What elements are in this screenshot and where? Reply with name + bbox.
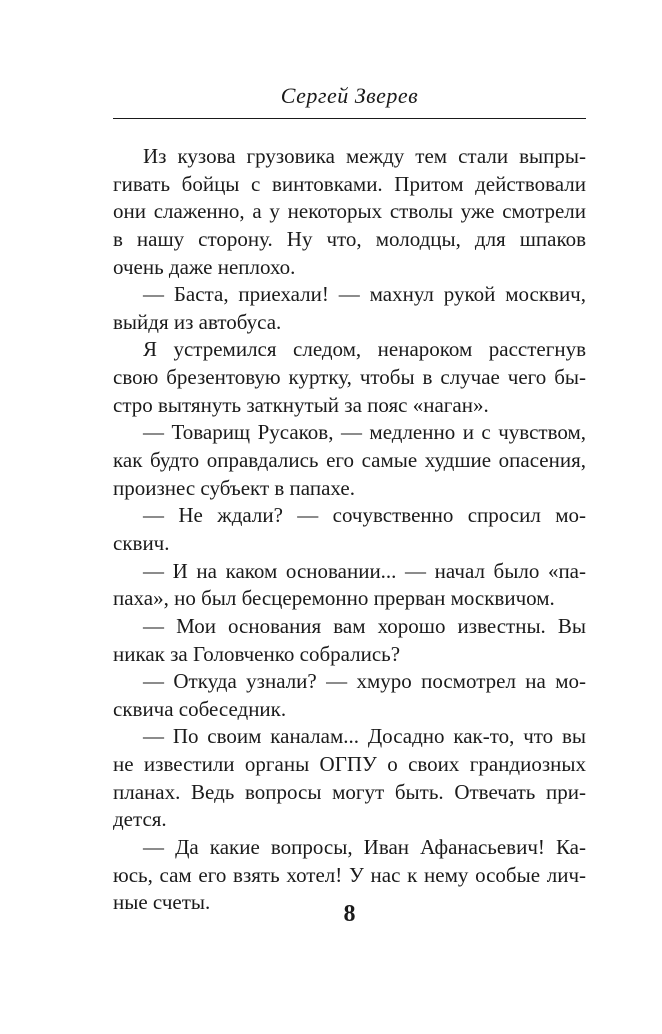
text-line: сквич.: [113, 530, 170, 555]
text-line: — Не ждали? — сочувственно спросил мо-: [143, 503, 586, 528]
text-line: Я устремился следом, ненароком расстегнув: [143, 337, 586, 362]
text-line: планах. Ведь вопросы могут быть. Отвечать при-: [113, 779, 586, 804]
text-line: гивать бойцы с винтовками. Притом действовали: [113, 171, 586, 196]
text-line: произнес субъект в папахе.: [113, 475, 355, 500]
text-line: — Товарищ Русаков, — медленно и с чувством,: [143, 420, 586, 445]
text-line: свою брезентовую куртку, чтобы в случае чего бы-: [113, 365, 586, 390]
text-line: — И на каком основании... — начал было «па-: [143, 558, 586, 583]
text-line: как будто оправдались его самые худшие опасения,: [113, 448, 586, 473]
text-line: никак за Головченко собрались?: [113, 641, 401, 666]
text-line: паха», но был бесцеремонно прерван москвичом.: [113, 586, 555, 611]
text-line: — Откуда узнали? — хмуро посмотрел на мо-: [143, 669, 586, 694]
text-line: юсь, сам его взять хотел! У нас к нему особые лич-: [113, 862, 586, 887]
text-line: Из кузова грузовика между тем стали выпры-: [143, 144, 586, 168]
text-line: выйдя из автобуса.: [113, 309, 282, 334]
text-line: в нашу сторону. Ну что, молодцы, для шпаков: [113, 226, 586, 251]
text-line: — По своим каналам... Досадно как-то, что вы: [143, 724, 586, 749]
text-line: не известили органы ОГПУ о своих грандиозных: [113, 752, 586, 777]
text-line: — Да какие вопросы, Иван Афанасьевич! Ка-: [143, 835, 586, 860]
body-text: [113, 143, 586, 917]
header-rule: [113, 118, 586, 119]
text-line: стро вытянуть заткнутый за пояс «наган».: [113, 392, 489, 417]
running-head-author: Сергей Зверев: [280, 83, 419, 108]
text-line: сквича собеседник.: [113, 696, 287, 721]
text-line: — Мои основания вам хорошо известны. Вы: [143, 613, 586, 638]
text-line: — Баста, приехали! — махнул рукой москвич,: [143, 282, 586, 307]
page-number: 8: [343, 901, 356, 927]
text-line: очень даже неплохо.: [113, 254, 296, 279]
text-line: они слаженно, а у некоторых стволы уже смотрели: [113, 199, 586, 224]
text-line: дется.: [113, 807, 167, 832]
text-line: ные счеты.: [113, 890, 211, 915]
